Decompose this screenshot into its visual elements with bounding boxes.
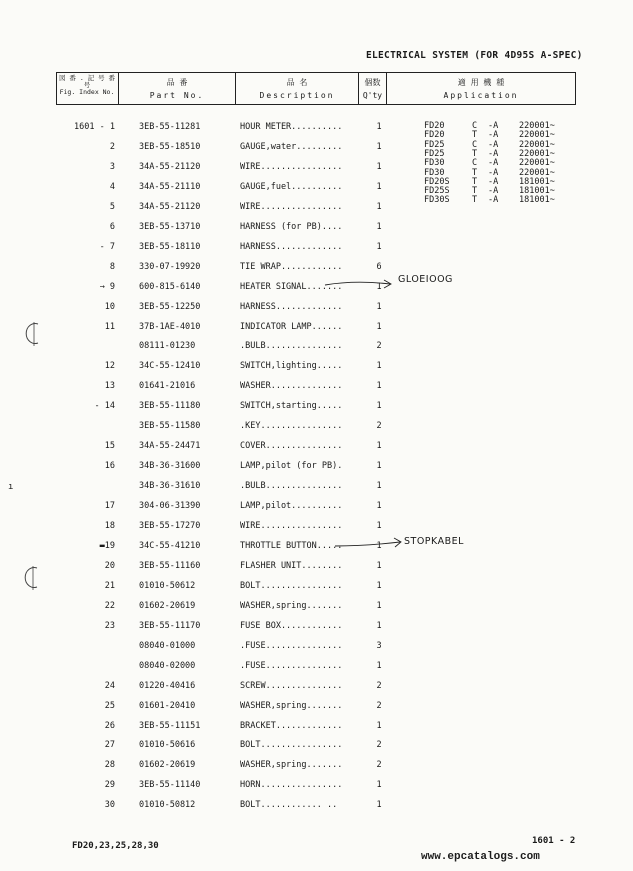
description: HEATER SIGNAL....... [240,281,343,292]
quantity: 1 [376,600,382,611]
index-number: - 7 [99,241,115,252]
model-name: FD30 [424,167,445,178]
index-number: 18 [104,521,115,531]
quantity: 2 [376,740,382,751]
description: BOLT................ [240,740,343,751]
quantity: 2 [376,700,382,711]
table-row [0,780,633,800]
header-bottom-rule [56,104,576,105]
quantity: 3 [376,640,382,651]
serial-range: 220001~ [519,130,555,141]
quantity: 1 [376,141,382,152]
table-row [0,800,633,820]
website-link[interactable]: www.epcatalogs.com [421,851,540,863]
part-number: 34A-55-24471 [139,441,201,452]
index-number: 17 [104,501,115,512]
description: .KEY................ [240,421,343,432]
index-number: 16 [104,461,115,472]
serial-range: 181001~ [519,186,555,197]
description: HARNESS............. [240,301,343,312]
part-number: 01010-50612 [139,580,196,591]
quantity: 1 [376,441,382,452]
description: TIE WRAP............ [240,261,343,272]
model-spec: -A [488,139,499,150]
part-number: 3EB-55-12250 [139,301,201,312]
description: BRACKET............. [240,720,343,731]
model-type: T [472,148,478,159]
description: HOUR METER.......... [240,122,343,132]
quantity: 1 [376,201,382,212]
part-number: 08040-02000 [139,660,196,671]
index-number: 11 [104,321,115,332]
serial-range: 181001~ [519,195,555,206]
index-number: 24 [104,680,115,691]
table-row [0,561,633,581]
header-qty-en: Q'ty [362,91,383,100]
part-number: 34B-36-31610 [139,481,201,492]
part-number: 34A-55-21110 [139,181,201,192]
header-fig-en: Fig. Index No. [59,88,115,96]
description: WIRE................ [240,521,343,531]
description: WASHER.............. [240,381,343,392]
part-number: 3EB-55-11160 [139,560,201,571]
quantity: 1 [376,241,382,252]
quantity: 1 [376,461,382,472]
model-type: C [472,158,478,169]
model-type: T [472,167,478,178]
index-number: 26 [104,720,115,731]
description: INDICATOR LAMP...... [240,321,343,332]
header-app-en: Application [443,91,519,100]
part-number: 3EB-55-11140 [139,780,201,791]
header-divider [386,72,387,105]
footer-models: FD20,23,25,28,30 [72,841,159,851]
description: BOLT............ .. [240,800,338,811]
model-name: FD30 [424,158,445,169]
part-number: 3EB-55-18110 [139,241,201,252]
model-name: FD20S [424,176,450,187]
description: BOLT................ [240,580,343,591]
index-number: 4 [109,181,115,192]
index-number: → 9 [99,281,115,292]
model-spec: -A [488,195,499,206]
index-number: 20 [104,560,115,571]
part-number: 3EB-55-13710 [139,221,201,232]
table-row [0,461,633,481]
index-number: 29 [104,780,115,791]
quantity: 2 [376,760,382,771]
description: GAUGE,water......... [240,141,343,152]
description: .BULB............... [240,481,343,492]
table-row [0,242,633,262]
description: HARNESS (for PB).... [240,221,343,232]
quantity: 2 [376,421,382,432]
model-spec: -A [488,186,499,197]
quantity: 6 [376,261,382,272]
quantity: 1 [376,620,382,631]
part-number: 08111-01230 [139,341,196,352]
table-row [0,760,633,780]
part-number: 3EB-55-18510 [139,141,201,152]
part-number: 01601-20410 [139,700,196,711]
quantity: 1 [376,780,382,791]
part-number: 3EB-55-11170 [139,620,201,631]
table-row [0,421,633,441]
description: WASHER,spring....... [240,700,343,711]
serial-range: 220001~ [519,139,555,150]
part-number: 34A-55-21120 [139,161,201,172]
quantity: 1 [376,660,382,671]
table-row [0,341,633,361]
quantity: 1 [376,181,382,192]
serial-range: 181001~ [519,176,555,187]
part-number: 304-06-31390 [139,501,201,512]
header-desc-en: Description [259,91,335,100]
index-number: 30 [104,800,115,811]
index-number: 21 [104,580,115,591]
part-number: 01010-50616 [139,740,196,751]
header-top-rule [56,72,576,73]
header-app-jp: 適 用 機 種 [457,78,505,87]
table-row [0,661,633,681]
model-name: FD20 [424,130,445,141]
description: GAUGE,fuel.......... [240,181,343,192]
model-spec: -A [488,158,499,169]
part-number: 3EB-55-11580 [139,421,201,432]
index-number: 6 [109,221,115,232]
description: WASHER,spring....... [240,600,343,611]
quantity: 1 [376,560,382,571]
index-number: 3 [109,161,115,172]
description: HARNESS............. [240,241,343,252]
part-number: 34A-55-21120 [139,201,201,212]
model-type: T [472,195,478,206]
header-divider [118,72,119,105]
index-number: 22 [104,600,115,611]
index-number: 2 [109,141,115,152]
model-name: FD25 [424,148,445,159]
model-spec: -A [488,130,499,141]
quantity: 1 [376,221,382,232]
header-divider [56,72,57,105]
table-row [0,681,633,701]
model-spec: -A [488,148,499,159]
serial-range: 220001~ [519,121,555,131]
quantity: 1 [376,122,382,132]
index-number: 10 [104,301,115,312]
model-name: FD30S [424,195,450,206]
serial-range: 220001~ [519,158,555,169]
index-number: 23 [104,620,115,631]
binder-hole-mark [22,566,44,590]
index-number: 1601 - 1 [74,122,115,132]
table-row [0,302,633,322]
model-type: C [472,121,478,131]
quantity: 1 [376,521,382,531]
index-number: - 14 [94,401,115,412]
model-name: FD25 [424,139,445,150]
table-row [0,361,633,381]
model-type: T [472,186,478,197]
quantity: 1 [376,401,382,412]
page-number: 1601 - 2 [532,836,576,846]
handwritten-note: GLOEIOOG [398,274,453,285]
quantity: 2 [376,341,382,352]
index-number: 28 [104,760,115,771]
part-number: 37B-1AE-4010 [139,321,201,332]
model-name: FD25S [424,186,450,197]
model-type: C [472,139,478,150]
quantity: 1 [376,301,382,312]
page-title: ELECTRICAL SYSTEM (FOR 4D95S A-SPEC) [366,50,583,61]
description: SCREW............... [240,680,343,691]
description: HORN................ [240,780,343,791]
description: FUSE BOX............ [240,620,343,631]
header-divider [235,72,236,105]
model-spec: -A [488,167,499,178]
table-row [0,501,633,521]
header-qty-jp: 個数 [364,78,381,87]
index-number: 12 [104,361,115,372]
table-row [0,721,633,741]
part-number: 34B-36-31600 [139,461,201,472]
description: COVER............... [240,441,343,452]
description: LAMP,pilot.......... [240,501,343,512]
part-number: 3EB-55-17270 [139,521,201,531]
table-row [0,601,633,621]
index-number: 5 [109,201,115,212]
serial-range: 220001~ [519,167,555,178]
margin-mark: ı [8,482,14,492]
description: .BULB............... [240,341,343,352]
quantity: 1 [376,361,382,372]
quantity: 1 [376,501,382,512]
table-row [0,322,633,342]
part-number: 01641-21016 [139,381,196,392]
quantity: 1 [376,381,382,392]
index-number: ▬19 [99,540,115,551]
quantity: 2 [376,680,382,691]
description: WIRE................ [240,201,343,212]
quantity: 1 [376,800,382,811]
header-fig-jp: 図 番 . 記 号 番 号 [59,74,115,89]
index-number: 15 [104,441,115,452]
description: .FUSE............... [240,660,343,671]
quantity: 1 [376,281,382,292]
table-row [0,222,633,242]
description: SWITCH,lighting..... [240,361,343,372]
part-number: 3EB-55-11281 [139,122,201,132]
part-number: 330-07-19920 [139,261,201,272]
part-number: 3EB-55-11180 [139,401,201,412]
part-number: 34C-55-12410 [139,361,201,372]
index-number: 8 [109,261,115,272]
quantity: 1 [376,321,382,332]
description: WIRE................ [240,161,343,172]
part-number: 34C-55-41210 [139,540,201,551]
table-row [0,740,633,760]
description: FLASHER UNIT........ [240,560,343,571]
table-row [0,701,633,721]
part-number: 3EB-55-11151 [139,720,201,731]
part-number: 01220-40416 [139,680,196,691]
serial-range: 220001~ [519,148,555,159]
annotation-arrow [320,532,410,557]
index-number: 25 [104,700,115,711]
model-type: T [472,130,478,141]
table-row [0,541,633,561]
quantity: 1 [376,540,382,551]
model-name: FD20 [424,121,445,131]
part-number: 600-815-6140 [139,281,201,292]
description: LAMP,pilot (for PB). [240,461,343,472]
header-divider [575,72,576,105]
description: WASHER,spring....... [240,760,343,771]
handwritten-note: STOPKABEL [404,536,464,547]
table-row [0,401,633,421]
part-number: 08040-01000 [139,640,196,651]
part-number: 01010-50812 [139,800,196,811]
table-row [0,481,633,501]
table-row [0,381,633,401]
quantity: 1 [376,580,382,591]
model-spec: -A [488,176,499,187]
quantity: 1 [376,481,382,492]
table-row [0,521,633,541]
binder-hole-mark [24,322,44,346]
model-type: T [472,176,478,187]
header-desc-jp: 品 名 [286,78,308,87]
index-number: 13 [104,381,115,392]
description: .FUSE............... [240,640,343,651]
table-row [0,581,633,601]
index-number: 27 [104,740,115,751]
table-row [0,641,633,661]
header-part-en: Part No. [149,91,205,100]
description: SWITCH,starting..... [240,401,343,412]
table-row [0,441,633,461]
description: THROTTLE BUTTON..... [240,540,343,551]
part-number: 01602-20619 [139,600,196,611]
part-number: 01602-20619 [139,760,196,771]
quantity: 1 [376,720,382,731]
quantity: 1 [376,161,382,172]
annotation-arrow [300,270,410,300]
header-part-jp: 品 番 [166,78,188,87]
model-spec: -A [488,121,499,131]
table-row [0,621,633,641]
